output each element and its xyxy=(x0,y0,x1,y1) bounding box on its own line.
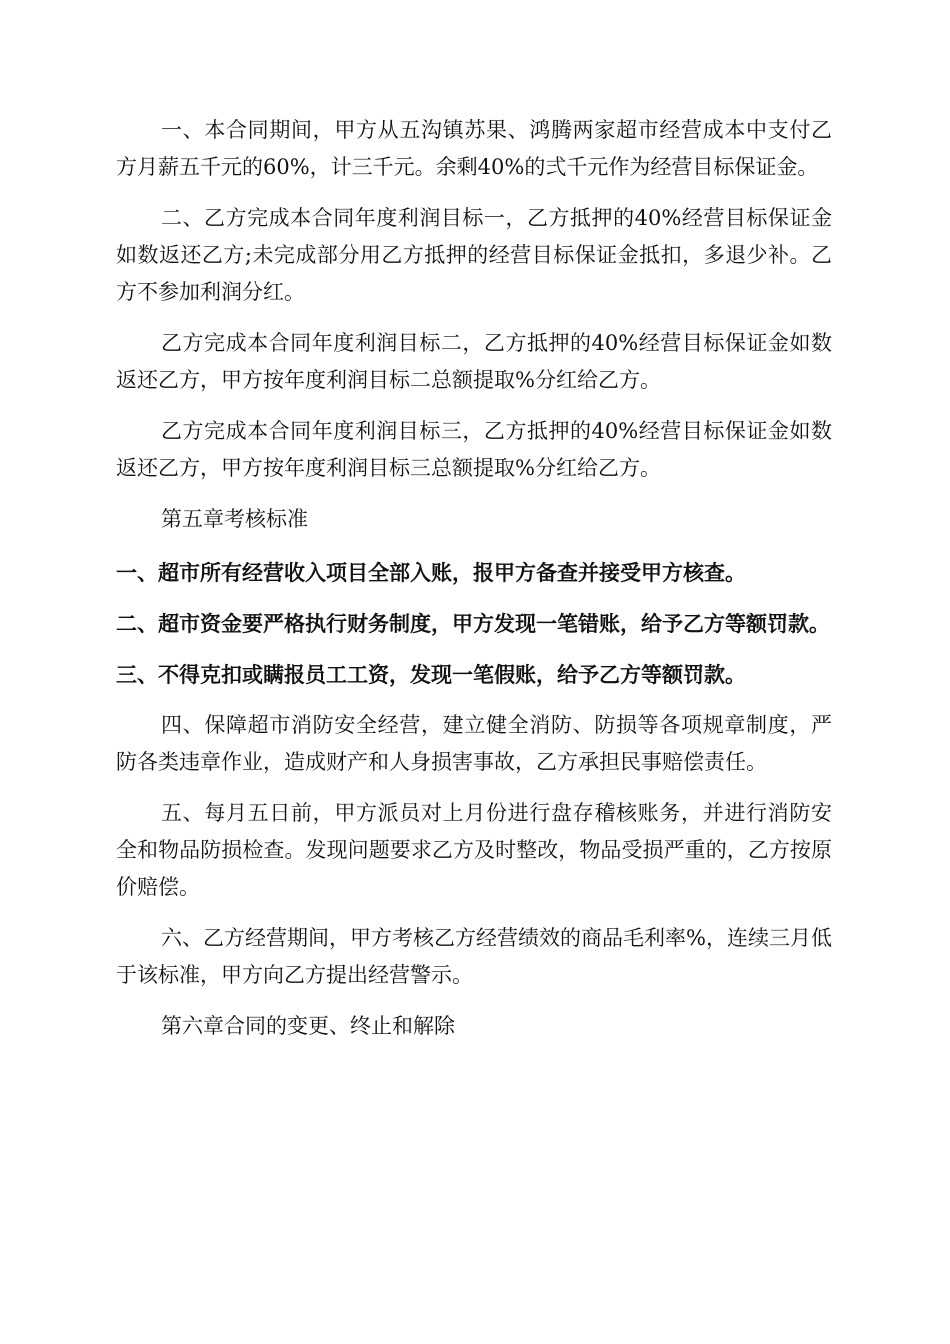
standard-financial-system: 二、超市资金要严格执行财务制度，甲方发现一笔错账，给予乙方等额罚款。 xyxy=(116,611,830,636)
document-page xyxy=(116,112,832,1061)
clause-salary-payment: 一、本合同期间，甲方从五沟镇苏果、鸿腾两家超市经营成本中支付乙方月薪五千元的60%，计三千元。余剩40%的弍千元作为经营目标保证金。 xyxy=(116,118,832,179)
standard-employee-wages: 三、不得克扣或瞒报员工工资，发现一笔假账，给予乙方等额罚款。 xyxy=(116,662,746,687)
standard-gross-margin: 六、乙方经营期间，甲方考核乙方经营绩效的商品毛利率%，连续三月低于该标准，甲方向乙方提出经营警示。 xyxy=(116,926,832,987)
standard-monthly-audit: 五、每月五日前，甲方派员对上月份进行盘存稽核账务，并进行消防安全和物品防损检查。发现问题要求乙方及时整改，物品受损严重的，乙方按原价赔偿。 xyxy=(116,801,832,899)
clause-profit-target-three: 乙方完成本合同年度利润目标三，乙方抵押的40%经营目标保证金如数返还乙方，甲方按年度利润目标三总额提取%分红给乙方。 xyxy=(116,419,832,480)
standard-income-recording: 一、超市所有经营收入项目全部入账，报甲方备查并接受甲方核查。 xyxy=(116,560,746,585)
clause-profit-target-two: 乙方完成本合同年度利润目标二，乙方抵押的40%经营目标保证金如数返还乙方，甲方按年度利润目标二总额提取%分红给乙方。 xyxy=(116,331,832,392)
chapter-five-heading: 第五章考核标准 xyxy=(161,507,308,531)
clause-profit-target-one: 二、乙方完成本合同年度利润目标一，乙方抵押的40%经营目标保证金如数返还乙方;未完成部分用乙方抵押的经营目标保证金抵扣，多退少补。乙方不参加利润分红。 xyxy=(116,206,832,304)
chapter-six-heading: 第六章合同的变更、终止和解除 xyxy=(161,1014,455,1038)
standard-fire-safety: 四、保障超市消防安全经营，建立健全消防、防损等各项规章制度，严防各类违章作业，造成财产和人身损害事故，乙方承担民事赔偿责任。 xyxy=(116,713,832,774)
